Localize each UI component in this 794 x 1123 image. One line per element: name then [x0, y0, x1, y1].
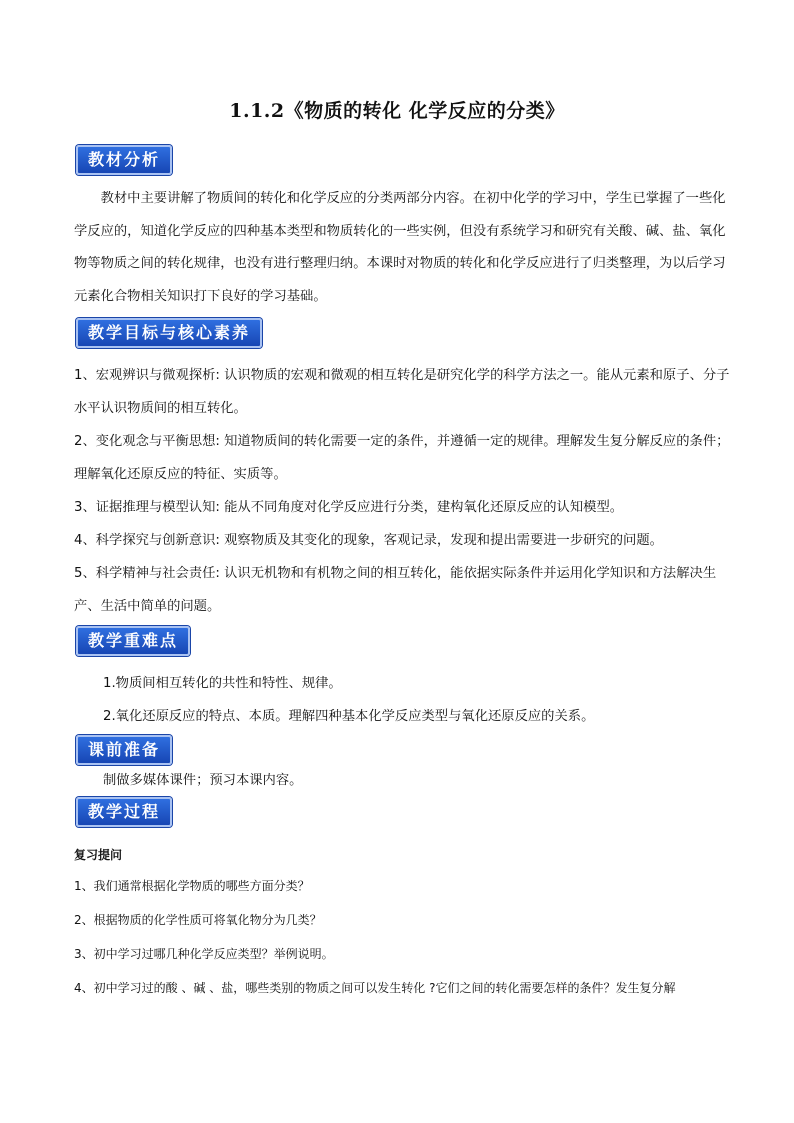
goal-item: 2、变化观念与平衡思想: 知道物质间的转化需要一定的条件，并遵循一定的规律。理解发生复分解反应的条件；理解氧化还原反应的特征、实质等。 — [74, 434, 730, 482]
review-title: 复习提问 — [74, 848, 123, 862]
section-badge-key-points: 教学重难点 — [76, 626, 190, 656]
goal-item: 3、证据推理与模型认知: 能从不同角度对化学反应进行分类，建构氧化还原反应的认知模型。 — [74, 500, 624, 515]
section-badge-process: 教学过程 — [76, 797, 172, 827]
section-badge-preparation: 课前准备 — [76, 735, 172, 765]
goal-item: 1、宏观辨识与微观探析: 认识物质的宏观和微观的相互转化是研究化学的科学方法之一。能从元素和原子、分子水平认识物质间的相互转化。 — [74, 368, 730, 416]
review-question: 1、我们通常根据化学物质的哪些方面分类？ — [74, 879, 310, 893]
key-point-item: 1.物质间相互转化的共性和特性、规律。 — [103, 676, 342, 691]
key-point-item: 2.氧化还原反应的特点、本质。理解四种基本化学反应类型与氧化还原反应的关系。 — [103, 709, 595, 724]
page-title: 1.1.2《物质的转化 化学反应的分类》 — [229, 100, 565, 122]
goal-item: 5、科学精神与社会责任: 认识无机物和有机物之间的相互转化，能依据实际条件并运用化学知识和方法解决生产、生活中简单的问题。 — [74, 566, 717, 614]
goal-item: 4、科学探究与创新意识: 观察物质及其变化的现象，客观记录，发现和提出需要进一步研究的问题。 — [74, 533, 663, 548]
textbook-analysis-text: 教材中主要讲解了物质间的转化和化学反应的分类两部分内容。在初中化学的学习中，学生已掌握了一些化学反应的，知道化学反应的四种基本类型和物质转化的一些实例，但没有系统学习和研究有关酸、碱、盐、氧化物等物质之间的转化规律，也没有进行整理归纳。本课时对物质的转化和化学反应进行了归类整理，为以后学习元素化合物相关知识打下良好的学习基础。 — [74, 191, 726, 304]
preparation-text: 制做多媒体课件；预习本课内容。 — [103, 773, 303, 788]
section-badge-goals: 教学目标与核心素养 — [76, 318, 262, 348]
review-question: 2、根据物质的化学性质可将氧化物分为几类？ — [74, 913, 322, 927]
review-question: 4、初中学习过的酸 、碱 、盐，哪些类别的物质之间可以发生转化 ?它们之间的转化需要怎样的条件？发生复分解 — [74, 981, 676, 995]
review-question: 3、初中学习过哪几种化学反应类型？举例说明。 — [74, 947, 334, 961]
section-badge-textbook: 教材分析 — [76, 145, 172, 175]
